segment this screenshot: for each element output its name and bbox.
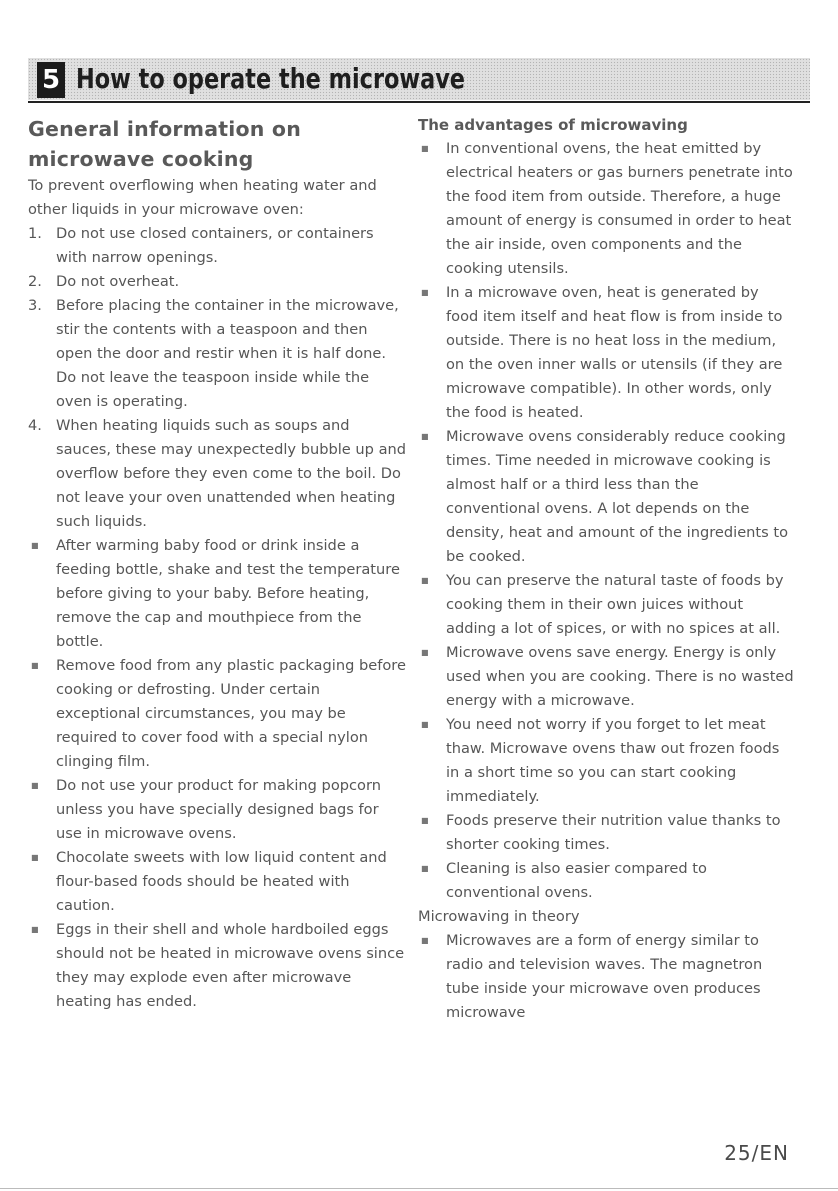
- item-text: Eggs in their shell and whole hardboiled eggs should not be heated in microwave ovens since they may explode even after microwave heating has ended.: [56, 921, 405, 1010]
- item-text: Do not use your product for making popcorn unless you have specially designed bags for use in microwave ovens.: [56, 777, 381, 842]
- item-number: 3.: [28, 297, 42, 314]
- bullet-icon: ■: [421, 144, 429, 153]
- item-text: Do not overheat.: [56, 273, 180, 290]
- item-number: 4.: [28, 417, 42, 434]
- chapter-number: 5: [41, 65, 61, 95]
- item-number: 1.: [28, 225, 42, 242]
- bullet-icon: ■: [421, 720, 429, 729]
- item-text: Microwave ovens considerably reduce cooking times. Time needed in microwave cooking is almost half or a third less than the conventional ovens. A lot depends on the density, heat and amount of the ingredients to be cooked.: [446, 428, 789, 565]
- item-text: In a microwave oven, heat is generated by food item itself and heat flow is from inside to outside. There is no heat loss in the medium, on the oven inner walls or utensils (if they are microwave compatible). In other words, only the food is heated.: [446, 284, 783, 421]
- left-column: [28, 114, 408, 1014]
- list-item: [418, 857, 794, 905]
- page-number: 25/EN: [724, 1141, 789, 1165]
- heading-line-1: General information on: [28, 117, 301, 141]
- numbered-item: [28, 294, 408, 414]
- bullet-icon: ■: [421, 432, 429, 441]
- list-item: [28, 534, 408, 654]
- heading-line-2: microwave cooking: [28, 147, 254, 171]
- bullet-list-theory: [418, 929, 794, 1025]
- item-text: When heating liquids such as soups and sauces, these may unexpectedly bubble up and overflow before they even come to the boil. Do not leave your oven unattended when heating such liquids.: [56, 417, 407, 530]
- section-heading-advantages: The advantages of microwaving: [418, 116, 688, 134]
- list-item: [28, 846, 408, 918]
- bullet-list-advantages: [418, 137, 794, 905]
- item-text: In conventional ovens, the heat emitted by electrical heaters or gas burners penetrate into the food item from outside. Therefore, a huge amount of energy is consumed in order to heat the air inside, oven components and the cooking utensils.: [446, 140, 793, 277]
- list-item: [418, 425, 794, 569]
- bullet-icon: ■: [421, 936, 429, 945]
- numbered-item: [28, 270, 408, 294]
- list-item: [418, 809, 794, 857]
- item-text: You need not worry if you forget to let meat thaw. Microwave ovens thaw out frozen foods in a short time so you can start cooking immediately.: [446, 716, 780, 805]
- list-item: [418, 641, 794, 713]
- item-text: Remove food from any plastic packaging before cooking or defrosting. Under certain exceptional circumstances, you may be required to cover food with a special nylon clinging film.: [56, 657, 406, 770]
- bullet-icon: ■: [421, 576, 429, 585]
- numbered-list: [28, 222, 408, 534]
- item-text: Microwaves are a form of energy similar to radio and television waves. The magnetron tube inside your microwave oven produces microwave: [446, 932, 763, 1021]
- list-item: [28, 918, 408, 1014]
- list-item: [418, 281, 794, 425]
- intro-text: To prevent overflowing when heating water and other liquids in your microwave oven:: [28, 177, 377, 218]
- bullet-icon: ■: [31, 661, 39, 670]
- numbered-item: [28, 414, 408, 534]
- item-text: Chocolate sweets with low liquid content and flour-based foods should be heated with caution.: [56, 849, 387, 914]
- list-item: [418, 137, 794, 281]
- bullet-icon: ■: [421, 864, 429, 873]
- item-text: Do not use closed containers, or containers with narrow openings.: [56, 225, 374, 266]
- bullet-icon: ■: [31, 853, 39, 862]
- bullet-list-left: [28, 534, 408, 1014]
- bullet-icon: ■: [31, 541, 39, 550]
- section-heading-general: [28, 114, 408, 174]
- right-column: [418, 114, 794, 1025]
- chapter-title: How to operate the microwave: [76, 62, 465, 95]
- list-item: [28, 774, 408, 846]
- numbered-item: [28, 222, 408, 270]
- item-text: Foods preserve their nutrition value thanks to shorter cooking times.: [446, 812, 781, 853]
- bullet-icon: ■: [31, 781, 39, 790]
- item-text: Before placing the container in the microwave, stir the contents with a teaspoon and then open the door and restir when it is half done. Do not leave the teaspoon inside while the oven is operating.: [56, 297, 399, 410]
- header-rule: [28, 101, 810, 103]
- item-text: After warming baby food or drink inside a feeding bottle, shake and test the temperature before giving to your baby. Before heating, remove the cap and mouthpiece from the bottle.: [56, 537, 400, 650]
- subheading-theory: Microwaving in theory: [418, 908, 580, 925]
- chapter-number-badge: [37, 62, 65, 98]
- list-item: [28, 654, 408, 774]
- bullet-icon: ■: [421, 816, 429, 825]
- list-item: [418, 569, 794, 641]
- bullet-icon: ■: [421, 648, 429, 657]
- item-text: Cleaning is also easier compared to conventional ovens.: [446, 860, 707, 901]
- bottom-rule: [0, 1188, 838, 1189]
- item-number: 2.: [28, 273, 42, 290]
- bullet-icon: ■: [421, 288, 429, 297]
- item-text: You can preserve the natural taste of foods by cooking them in their own juices without adding a lot of spices, or with no spices at all.: [446, 572, 784, 637]
- item-text: Microwave ovens save energy. Energy is only used when you are cooking. There is no wasted energy with a microwave.: [446, 644, 794, 709]
- list-item: [418, 713, 794, 809]
- list-item: [418, 929, 794, 1025]
- bullet-icon: ■: [31, 925, 39, 934]
